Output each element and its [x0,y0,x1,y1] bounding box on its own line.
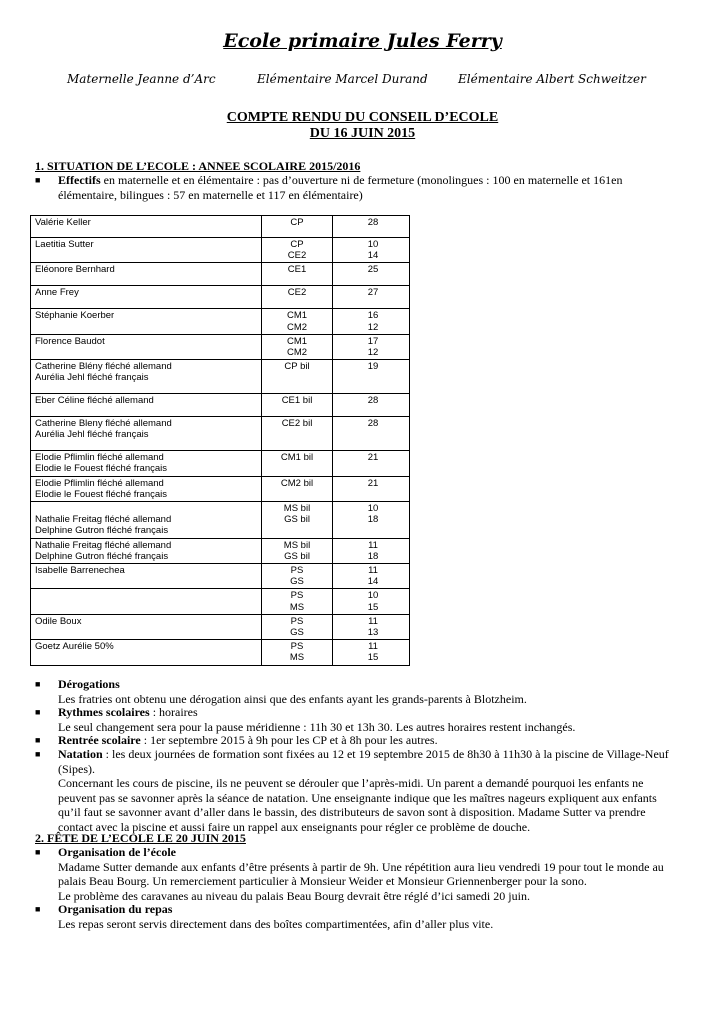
section-1-heading: 1. SITUATION DE L’ECOLE : ANNEE SCOLAIRE 2015/2016 [35,159,361,173]
pupil-count: 21 [367,477,379,489]
bullet-icon: ■ [35,904,41,914]
class-level: CE1 bil [281,395,313,407]
natation-para-line: qu’il faut se savonner avant d’aller dans le bassin, des distributeurs de savon sont à disposition. Madame Sutter va prendre [58,805,646,819]
sub-school-durand: Elémentaire Marcel Durand [257,72,428,86]
table-row [31,451,410,476]
pupil-count: 28 [367,395,379,407]
pupil-count: 16 [367,310,379,322]
class-level: CE2 [287,287,307,299]
effectifs-label: Effectifs [58,173,101,187]
rentree-text: : 1er septembre 2015 à 9h pour les CP et à 8h pour les autres. [140,733,438,747]
teacher-name: Elodie le Fouest fléché français [35,488,168,500]
table-row [31,640,410,665]
repas-label: Organisation du repas [58,902,173,916]
class-level: CM2 [286,321,308,333]
teacher-cell [31,216,262,238]
count-cell [333,614,410,639]
class-cell [262,640,333,665]
class-cell [262,309,333,334]
natation-para-line: Concernant les cours de piscine, ils ne peuvent se dérouler que l’après-midi. Un parent a demandé pourquoi les enfants ne [58,776,644,790]
document-title: COMPTE RENDU DU CONSEIL D’ECOLE [226,110,499,125]
count-cell [333,394,410,417]
natation-bullet [35,747,690,834]
table-row [31,589,410,614]
class-table [30,215,410,666]
count-cell [333,238,410,263]
sub-school-maternelle: Maternelle Jeanne d’Arc [67,72,216,86]
teacher-cell [31,417,262,451]
teacher-name: Isabelle Barrenechea [35,565,125,577]
class-level: CM1 [286,335,308,347]
count-cell [333,216,410,238]
table-row [31,263,410,286]
table-row [31,564,410,589]
pupil-count: 11 [368,615,378,627]
pupil-count: 11 [368,539,378,551]
count-cell [333,476,410,501]
class-level: MS [289,601,305,613]
teacher-cell [31,451,262,476]
class-cell [262,589,333,614]
class-level: GS [290,627,304,639]
class-level: CM1 bil [280,452,314,464]
teacher-name: Stéphanie Koerber [35,310,115,322]
table-row [31,360,410,394]
pupil-count: 21 [367,452,379,464]
class-level: PS [290,615,304,627]
teacher-cell [31,394,262,417]
bullet-icon: ■ [35,847,41,857]
teacher-cell [31,263,262,286]
class-level: GS bil [284,550,310,562]
natation-label: Natation [58,747,103,761]
organisation-label: Organisation de l’école [58,845,176,859]
teacher-name: Florence Baudot [35,335,105,347]
teacher-cell [31,286,262,309]
teacher-cell [31,589,262,614]
class-cell [262,476,333,501]
derogations-bullet [35,677,690,706]
class-cell [262,394,333,417]
count-cell [333,640,410,665]
teacher-cell [31,538,262,563]
class-cell [262,360,333,394]
table-row [31,614,410,639]
class-cell [262,502,333,539]
table-row [31,334,410,359]
table-row [31,286,410,309]
count-cell [333,334,410,359]
teacher-cell [31,238,262,263]
count-cell [333,309,410,334]
teacher-cell [31,502,262,539]
pupil-count: 28 [367,217,379,228]
derogations-text: Les fratries ont obtenu une dérogation ainsi que des enfants ayant les grands-parents à Blotzheim. [58,691,527,706]
teacher-cell [31,564,262,589]
pupil-count: 14 [367,250,379,262]
class-level: PS [290,641,304,653]
bullet-icon: ■ [35,175,41,185]
table-row [31,417,410,451]
pupil-count: 17 [367,335,379,347]
effectifs-text: en maternelle et en élémentaire : pas d’ouverture ni de fermeture (monolingues : 100 en maternelle et 161en [100,173,623,187]
teacher-cell [31,360,262,394]
class-cell [262,216,333,238]
organisation-line: Madame Sutter demande aux enfants d’être présents à partir de 9h. Une répétition aura lieu vendredi 19 pour tout le monde au [58,859,664,874]
pupil-count: 18 [367,514,379,526]
natation-para-line: contact avec la piscine et aussi faire un rappel aux enseignants pour régler ce problème de douche. [58,819,531,834]
teacher-cell [31,614,262,639]
teacher-name: Aurélia Jehl fléché français [35,372,149,384]
bullet-icon: ■ [35,707,41,717]
count-cell [333,417,410,451]
class-level: CE1 [287,264,307,276]
natation-text: : les deux journées de formation sont fixées au 12 et 19 septembre 2015 de 8h30 à 11h30 à la piscine de Village-Neuf [102,747,669,761]
table-row [31,476,410,501]
rythmes-bullet [35,705,690,734]
pupil-count: 28 [367,418,379,430]
teacher-name: Anne Frey [35,287,79,299]
bullet-icon: ■ [35,749,41,759]
pupil-count: 11 [368,565,378,577]
teacher-cell [31,309,262,334]
teacher-name: Delphine Gutron fléché français [35,550,169,562]
pupil-count: 19 [367,361,379,373]
sub-school-schweitzer: Elémentaire Albert Schweitzer [458,72,646,86]
table-row [31,309,410,334]
teacher-cell [31,640,262,665]
derogations-label: Dérogations [58,677,120,691]
pupil-count: 15 [367,601,379,613]
effectifs-bullet [35,173,690,202]
pupil-count: 12 [367,347,379,359]
natation-para-line: peuvent pas se savonner après la séance de natation. Une enseignante indique que les maîtres nageurs expliquent aux enfants [58,790,657,805]
bullet-icon: ■ [35,735,41,745]
class-cell [262,286,333,309]
document-date: DU 16 JUIN 2015 [309,126,416,141]
class-cell [262,263,333,286]
count-cell [333,263,410,286]
count-cell [333,286,410,309]
class-level: CM1 [286,310,308,322]
repas-text: Les repas seront servis directement dans des boîtes compartimentées, afin d’aller plus vite. [58,916,494,931]
pupil-count: 10 [367,503,379,515]
pupil-count: 10 [367,239,379,250]
teacher-name: Elodie Pflimlin fléché allemand [35,452,164,464]
class-level: MS [289,652,305,664]
pupil-count: 25 [367,264,379,276]
class-level: MS bil [283,503,311,515]
class-cell [262,238,333,263]
repas-bullet [35,902,690,931]
teacher-name [35,590,257,601]
count-cell [333,589,410,614]
section-2-heading: 2. FÊTE DE L’ECOLE LE 20 JUIN 2015 [35,831,246,845]
teacher-name: Aurélia Jehl fléché français [35,429,149,441]
table-row [31,502,410,539]
teacher-name: Eber Céline fléché allemand [35,395,154,407]
pupil-count: 27 [367,287,379,299]
teacher-name: Eléonore Bernhard [35,264,115,276]
class-cell [262,417,333,451]
class-level: GS [290,576,304,588]
teacher-name [35,503,257,514]
teacher-name: Delphine Gutron fléché français [35,525,169,537]
teacher-cell [31,476,262,501]
teacher-name: Elodie le Fouest fléché français [35,463,168,475]
class-level: MS bil [283,539,311,551]
class-level: GS bil [284,514,310,526]
bullet-icon: ■ [35,679,41,689]
teacher-name: Valérie Keller [35,217,91,228]
teacher-cell [31,334,262,359]
organisation-line: palais Beau Bourg. Un remerciement particulier à Monsieur Weider et Monsieur Griennenberger pour la sono. [58,874,587,888]
rythmes-text: Le seul changement sera pour la pause méridienne : 11h 30 et 13h 30. Les autres horaires restent inchangés. [58,719,576,734]
pupil-count: 14 [367,576,379,588]
pupil-count: 18 [367,550,379,562]
rentree-bullet [35,733,690,748]
teacher-name: Odile Boux [35,615,82,627]
class-level: CP [290,217,304,228]
school-title: Ecole primaire Jules Ferry [223,30,502,52]
teacher-name: Goetz Aurélie 50% [35,641,114,653]
organisation-bullet [35,845,690,903]
table-row [31,394,410,417]
class-level: PS [290,590,304,602]
teacher-name: Laetitia Sutter [35,239,94,250]
count-cell [333,538,410,563]
class-cell [262,334,333,359]
class-level: CE2 [287,250,307,262]
count-cell [333,564,410,589]
pupil-count: 15 [367,652,379,664]
count-cell [333,502,410,539]
rythmes-suffix: : horaires [149,705,198,719]
rythmes-label: Rythmes scolaires [58,705,150,719]
rentree-label: Rentrée scolaire [58,733,141,747]
pupil-count: 13 [367,627,379,639]
pupil-count: 10 [367,590,379,602]
class-level: PS [290,565,304,577]
pupil-count: 11 [368,641,378,653]
teacher-name: Nathalie Freitag fléché allemand [35,539,172,551]
class-cell [262,614,333,639]
natation-text-cont: (Sipes). [58,761,95,776]
class-level: CE2 bil [281,418,313,430]
table-row [31,216,410,238]
class-level: CM2 bil [280,477,314,489]
class-cell [262,451,333,476]
count-cell [333,360,410,394]
effectifs-text-cont: élémentaire, bilingues : 57 en maternelle et 117 en élémentaire) [58,187,363,202]
organisation-line: Le problème des caravanes au niveau du palais Beau Bourg devrait être réglé d’ici samedi 20 juin. [58,888,530,903]
table-row [31,238,410,263]
class-level: CP [290,239,304,250]
class-cell [262,564,333,589]
teacher-name: Nathalie Freitag fléché allemand [35,514,172,526]
teacher-name: Elodie Pflimlin fléché allemand [35,477,164,489]
class-cell [262,538,333,563]
class-level: CP bil [284,361,310,373]
teacher-name: Catherine Blény fléché allemand [35,361,172,373]
table-row [31,538,410,563]
count-cell [333,451,410,476]
teacher-name: Catherine Bleny fléché allemand [35,418,172,430]
class-level: CM2 [286,347,308,359]
pupil-count: 12 [367,321,379,333]
